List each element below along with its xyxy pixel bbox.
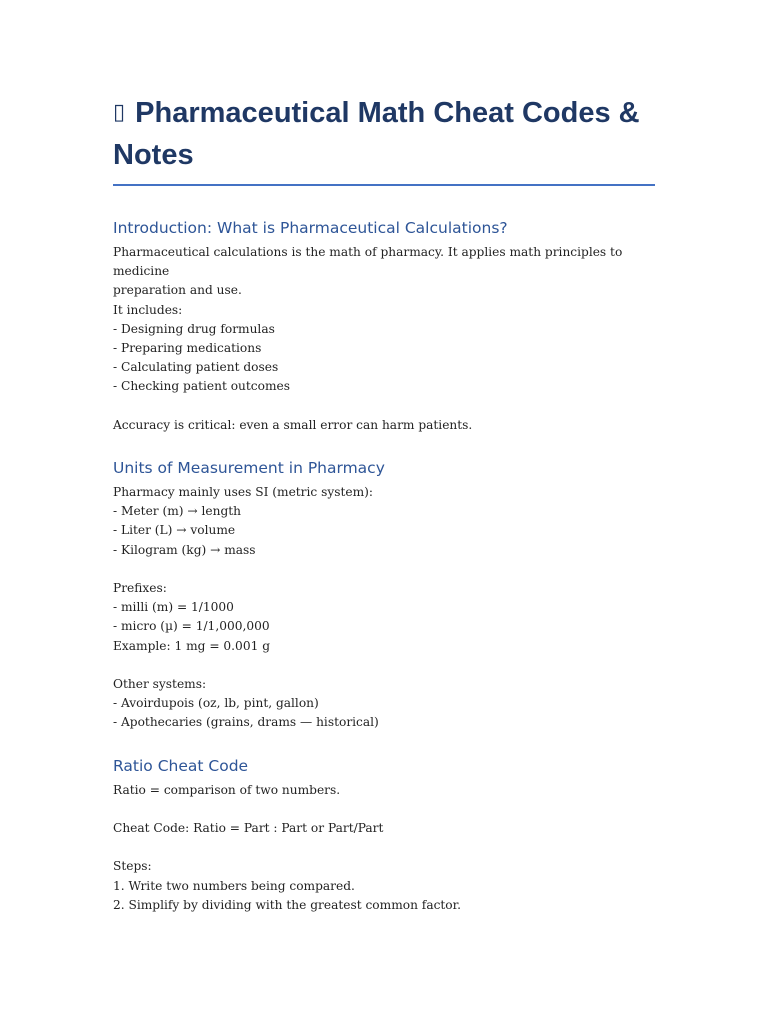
list-item: - Checking patient outcomes <box>113 379 290 394</box>
section-heading-units: Units of Measurement in Pharmacy <box>113 459 385 478</box>
text-line: Steps: <box>113 859 152 874</box>
document-page <box>113 92 655 915</box>
list-item: 1. Write two numbers being compared. <box>113 878 355 893</box>
text-line: Example: 1 mg = 0.001 g <box>113 638 270 653</box>
list-item: - Avoirdupois (oz, lb, pint, gallon) <box>113 696 319 711</box>
list-item: - Apothecaries (grains, drams — historical) <box>113 715 379 730</box>
text-line: preparation and use. <box>113 283 242 298</box>
text-line: Cheat Code: Ratio = Part : Part or Part/Part <box>113 821 384 836</box>
list-item: - Liter (L) → volume <box>113 523 236 538</box>
list-item: 2. Simplify by dividing with the greatest common factor. <box>113 897 462 912</box>
text-line: Prefixes: <box>113 581 167 596</box>
blank-line <box>113 800 655 819</box>
text-line: Pharmaceutical calculations is the math of pharmacy. It applies math principles to medicine <box>113 245 623 279</box>
list-item: - Preparing medications <box>113 341 262 356</box>
list-item: - micro (µ) = 1/1,000,000 <box>113 619 270 634</box>
section-body-units <box>113 483 655 733</box>
document-title <box>113 92 655 186</box>
document-title-text: Pharmaceutical Math Cheat Codes & Notes <box>113 97 640 171</box>
list-item: - milli (m) = 1/1000 <box>113 600 234 615</box>
blank-line <box>113 397 655 416</box>
list-item: - Kilogram (kg) → mass <box>113 542 256 557</box>
section-heading-introduction: Introduction: What is Pharmaceutical Calculations? <box>113 219 508 237</box>
text-line: Pharmacy mainly uses SI (metric system): <box>113 485 374 500</box>
blank-line <box>113 560 655 579</box>
text-line: Other systems: <box>113 677 207 692</box>
section-body-ratio <box>113 781 655 915</box>
section-body-introduction <box>113 243 655 435</box>
blank-line <box>113 838 655 857</box>
list-item: - Meter (m) → length <box>113 504 242 519</box>
list-item: - Calculating patient doses <box>113 360 279 375</box>
text-line: Ratio = comparison of two numbers. <box>113 782 341 797</box>
missing-glyph-icon: ▯ <box>113 100 126 125</box>
blank-line <box>113 656 655 675</box>
text-line: It includes: <box>113 302 183 317</box>
section-heading-ratio: Ratio Cheat Code <box>113 756 249 775</box>
list-item: - Designing drug formulas <box>113 321 275 336</box>
text-line: Accuracy is critical: even a small error can harm patients. <box>113 417 473 432</box>
